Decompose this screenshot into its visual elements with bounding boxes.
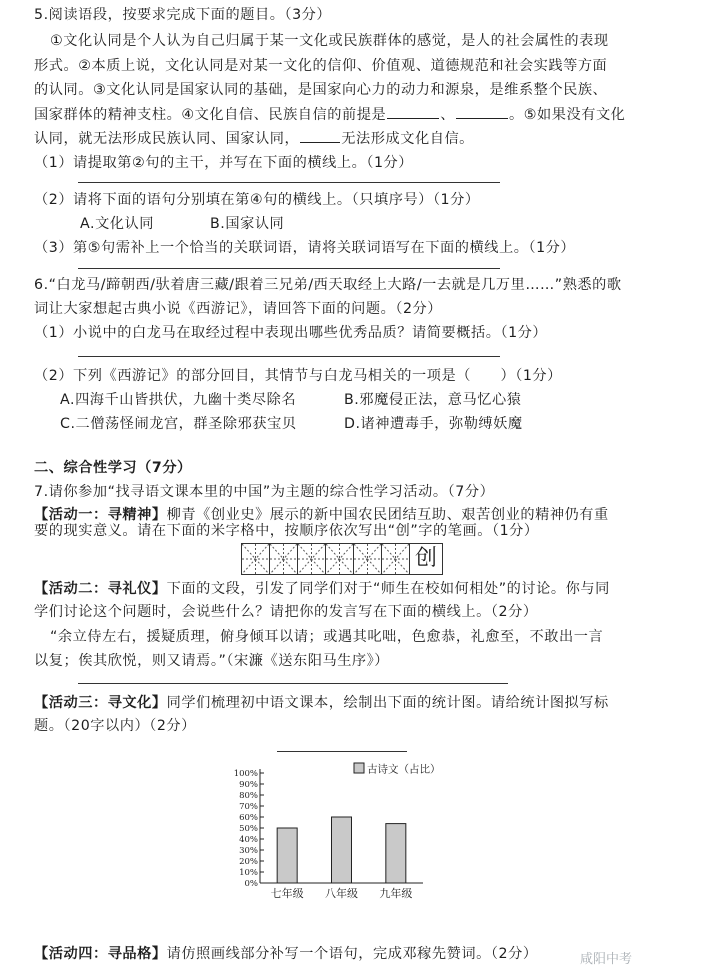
y-tick-label: 0%	[244, 879, 258, 889]
q6-option-c: C.二僧荡怪闹龙宫，群圣除邪获宝贝	[60, 416, 297, 432]
y-tick-label: 20%	[239, 857, 258, 867]
q5-paragraph-line-3: 的认同。③文化认同是国家认同的基础，是国家向心力的动力和源泉，是维系整个民族、	[34, 82, 608, 98]
activity-1-line-2: 要的现实意义。请在下面的米字格中，按顺序依次写出“创”字的笔画。（1分）	[34, 523, 539, 539]
x-tick-label: 九年级	[379, 887, 413, 900]
y-tick-label: 80%	[239, 791, 258, 801]
mizi-cell-1[interactable]	[241, 543, 269, 575]
activity-3-tag: 【活动三：寻文化】	[34, 695, 167, 711]
y-tick-label: 70%	[239, 802, 258, 812]
activity-1-tag: 【活动一：寻精神】	[34, 507, 167, 523]
q5-option-b: B.国家认同	[210, 216, 285, 232]
chart-legend	[354, 763, 441, 776]
q6-sub-2: （2）下列《西游记》的部分回目，其情节与白龙马相关的一项是（ ）（1分）	[34, 368, 562, 384]
mizi-char-cell: 创	[409, 543, 443, 575]
activity-2-text: 下面的文段，引发了同学们对于“师生在校如何相处”的讨论。你与同	[166, 581, 610, 597]
x-tick-label: 七年级	[270, 887, 304, 900]
q5-paragraph-line-4	[34, 104, 625, 126]
chart-title-answer-line[interactable]	[277, 751, 407, 752]
activity-4-text: 请仿照画线部分补写一个语句，完成邓稼先赞词。（2分）	[166, 946, 538, 962]
y-tick-label: 100%	[233, 769, 258, 779]
activity-2-answer-line[interactable]	[78, 683, 508, 684]
y-tick-label: 50%	[239, 824, 258, 834]
bar-七年级	[277, 828, 297, 883]
q5-paragraph-line-2: 形式。②本质上说，文化认同是对某一文化的信仰、价值观、道德规范和社会实践等方面	[34, 58, 608, 74]
q5-p5-text-b: 无法形成文化自信。	[341, 131, 474, 147]
q5-blank-1[interactable]	[387, 104, 439, 119]
y-tick-label: 60%	[239, 813, 258, 823]
bar-九年级	[386, 824, 406, 883]
q6-option-b: B.邪魔侵正法，意马忆心猿	[344, 392, 522, 408]
q5-p5-text-a: 认同，就无法形成民族认同、国家认同，	[34, 131, 300, 147]
mizi-cell-6[interactable]	[381, 543, 409, 575]
legend-swatch	[354, 763, 364, 773]
mizi-cell-4[interactable]	[325, 543, 353, 575]
activity-4-tag: 【活动四：寻品格】	[34, 946, 167, 962]
section-2-heading: 二、综合性学习（7分）	[34, 460, 192, 476]
q5-blank-2[interactable]	[456, 104, 508, 119]
q5-answer-line-3[interactable]	[78, 268, 500, 269]
mizi-cell-5[interactable]	[353, 543, 381, 575]
activity-3-line-2: 题。（20字以内）（2分）	[34, 718, 196, 734]
x-tick-label: 八年级	[325, 887, 358, 900]
y-tick-label: 10%	[239, 868, 258, 878]
q5-sub-1: （1）请提取第②句的主干，并写在下面的横线上。（1分）	[34, 155, 414, 171]
mizi-cell-3[interactable]	[297, 543, 325, 575]
q5-answer-line-1[interactable]	[78, 182, 500, 183]
legend-label: 古诗文（占比）	[367, 763, 441, 776]
q5-paragraph-line-5	[34, 128, 474, 150]
activity-3-line-1	[34, 693, 609, 714]
activity-2-line-1	[34, 579, 610, 600]
activity-2-quote-line-2: 以复；俟其欣悦，则又请焉。”（宋濂《送东阳马生序》）	[34, 653, 390, 669]
activity-3-text: 同学们梳理初中语文课本，绘制出下面的统计图。请给统计图拟写标	[166, 695, 609, 711]
activity-1-text: 柳青《创业史》展示的新中国农民团结互助、艰苦创业的精神仍有重	[166, 507, 609, 523]
q6-answer-line-1[interactable]	[78, 356, 500, 357]
q6-option-d: D.诸神遭毒手，弥勒缚妖魔	[344, 416, 523, 432]
q5-option-a: A.文化认同	[80, 216, 155, 232]
q5-paragraph-line-1: ①文化认同是个人认为自己归属于某一文化或民族群体的感觉，是人的社会属性的表现	[50, 33, 609, 49]
mizi-grid	[241, 543, 443, 575]
chart-bars	[277, 817, 406, 883]
activity-2-quote-line-1: “余立侍左右，援疑质理，俯身倾耳以请；或遇其叱咄，色愈恭，礼愈至，不敢出一言	[50, 629, 604, 645]
y-tick-label: 30%	[239, 846, 258, 856]
q5-p4-text-c: 。⑤如果没有文化	[508, 107, 626, 123]
bar-八年级	[332, 817, 352, 883]
q7-title: 7.请你参加“找寻语文课本里的中国”为主题的综合性学习活动。（7分）	[34, 484, 495, 500]
y-tick-label: 90%	[239, 780, 258, 790]
q5-p4-text-b: 、	[440, 107, 455, 123]
q6-sub-1: （1）小说中的白龙马在取经过程中表现出哪些优秀品质？请简要概括。（1分）	[34, 325, 548, 341]
y-tick-label: 40%	[239, 835, 258, 845]
activity-2-line-2: 学们讨论这个问题时，会说些什么？请把你的发言写在下面的横线上。（2分）	[34, 604, 538, 620]
watermark: 咸阳中考	[580, 952, 633, 967]
q5-sub-2: （2）请将下面的语句分别填在第④句的横线上。（只填序号）（1分）	[34, 192, 480, 208]
q5-title: 5.阅读语段，按要求完成下面的题目。（3分）	[34, 7, 332, 23]
q6-title-line-1: 6.“白龙马/蹄朝西/驮着唐三藏/跟着三兄弟/西天取经上大路/一去就是几万里……”熟悉的歌	[34, 277, 622, 293]
q6-option-a: A.四海千山皆拱伏，九幽十类尽除名	[60, 392, 297, 408]
q5-blank-3[interactable]	[300, 128, 340, 143]
q5-sub-3: （3）第⑤句需补上一个恰当的关联词语，请将关联词语写在下面的横线上。（1分）	[34, 240, 576, 256]
q6-title-line-2: 词让大家想起古典小说《西游记》，请回答下面的问题。（2分）	[34, 301, 443, 317]
q5-p4-text-a: 国家群体的精神支柱。④文化自信、民族自信的前提是	[34, 107, 387, 123]
mizi-cell-2[interactable]	[269, 543, 297, 575]
bar-chart	[218, 757, 458, 907]
activity-2-tag: 【活动二：寻礼仪】	[34, 581, 167, 597]
activity-4-line-1	[34, 944, 538, 965]
